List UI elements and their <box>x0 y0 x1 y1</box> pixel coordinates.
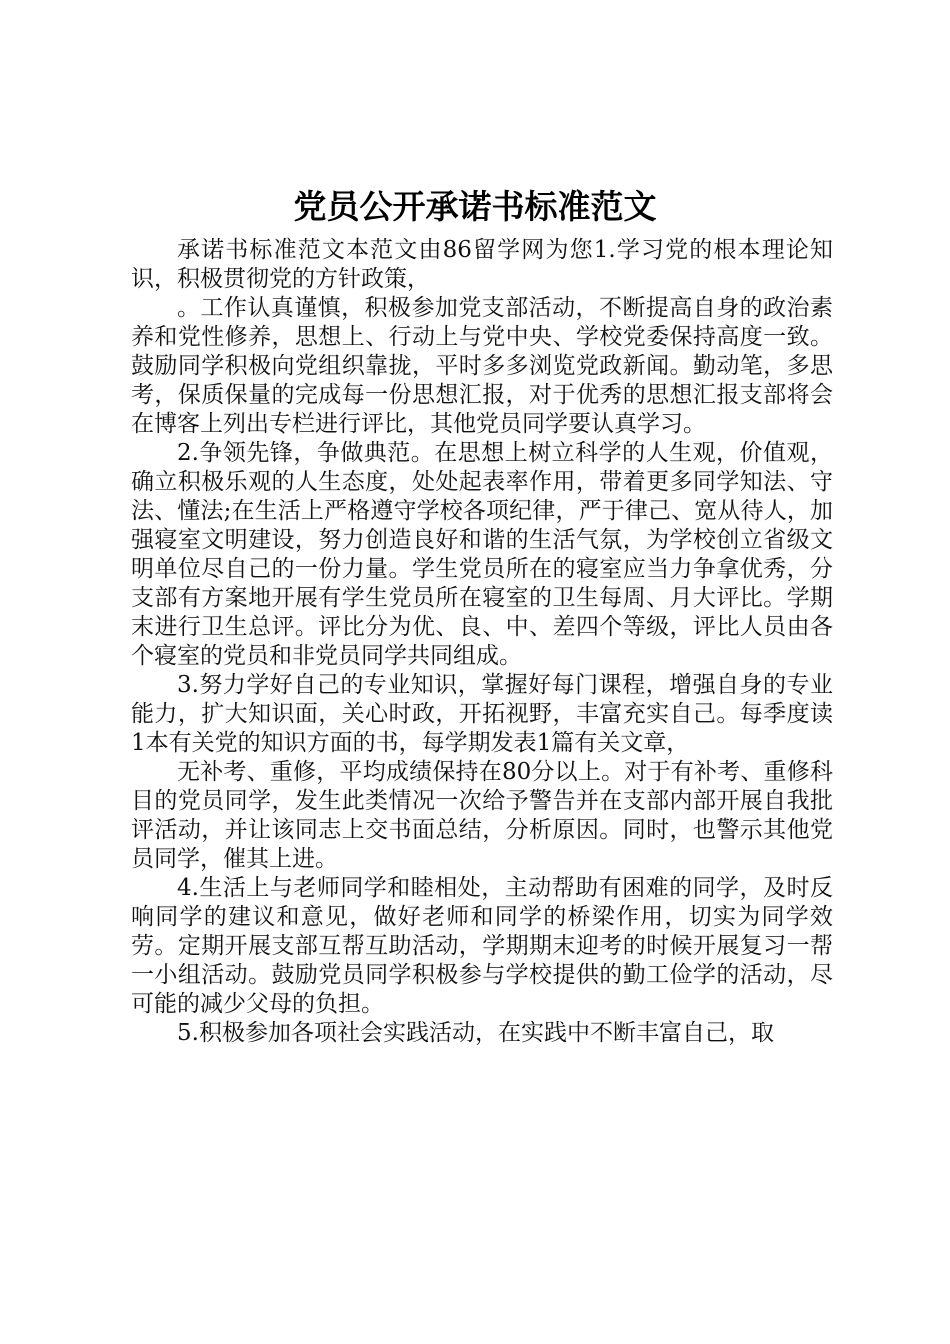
document-title: 党员公开承诺书标准范文 <box>293 187 657 226</box>
paragraph-2: 2.争领先锋，争做典范。在思想上树立科学的人生观，价值观，确立积极乐观的人生态度，处处起表率作用，带着更多同学知法、守法、懂法;在生活上严格遵守学校各项纪律，严于律己、宽从待人，加强寝室文明建设，努力创造良好和谐的生活气氛，为学校创立省级文明单位尽自己的一份力量。学生党员所在的寝室应当力争拿优秀，分支部有方案地开展有学生党员所在寝室的卫生每周、月大评比。学期末进行卫生总评。评比分为优、良、中、差四个等级，评比人员由各个寝室的党员和非党员同学共同组成。 <box>131 440 833 669</box>
paragraph-intro: 承诺书标准范文本范文由86留学网为您1.学习党的根本理论知识，积极贯彻党的方针政策， <box>131 237 833 292</box>
paragraph-work: 。工作认真谨慎，积极参加党支部活动，不断提高自身的政治素养和党性修养，思想上、行动上与党中央、学校党委保持高度一致。鼓励同学积极向党组织靠拢，平时多多浏览党政新闻。勤动笔，多思考，保质保量的完成每一份思想汇报，对于优秀的思想汇报支部将会在博客上列出专栏进行评比，其他党员同学要认真学习。 <box>131 295 833 437</box>
paragraph-5: 5.积极参加各项社会实践活动，在实践中不断丰富自己，取 <box>177 1020 774 1046</box>
paragraph-3: 3.努力学好自己的专业知识，掌握好每门课程，增强自身的专业能力，扩大知识面，关心时政，开拓视野，丰富充实自己。每季度读1本有关党的知识方面的书，每学期发表1篇有关文章， <box>131 672 833 756</box>
document-body <box>131 236 833 1048</box>
paragraph-4: 4.生活上与老师同学和睦相处，主动帮助有困难的同学，及时反响同学的建议和意见，做好老师和同学的桥梁作用，切实为同学效劳。定期开展支部互帮互助活动，学期期末迎考的时候开展复习一帮一小组活动。鼓励党员同学积极参与学校提供的勤工俭学的活动，尽可能的减少父母的负担。 <box>131 875 833 1017</box>
paragraph-3-continued: 无补考、重修，平均成绩保持在80分以上。对于有补考、重修科目的党员同学，发生此类情况一次给予警告并在支部内部开展自我批评活动，并让该同志上交书面总结，分析原因。同时，也警示其他党员同学，催其上进。 <box>131 759 833 872</box>
